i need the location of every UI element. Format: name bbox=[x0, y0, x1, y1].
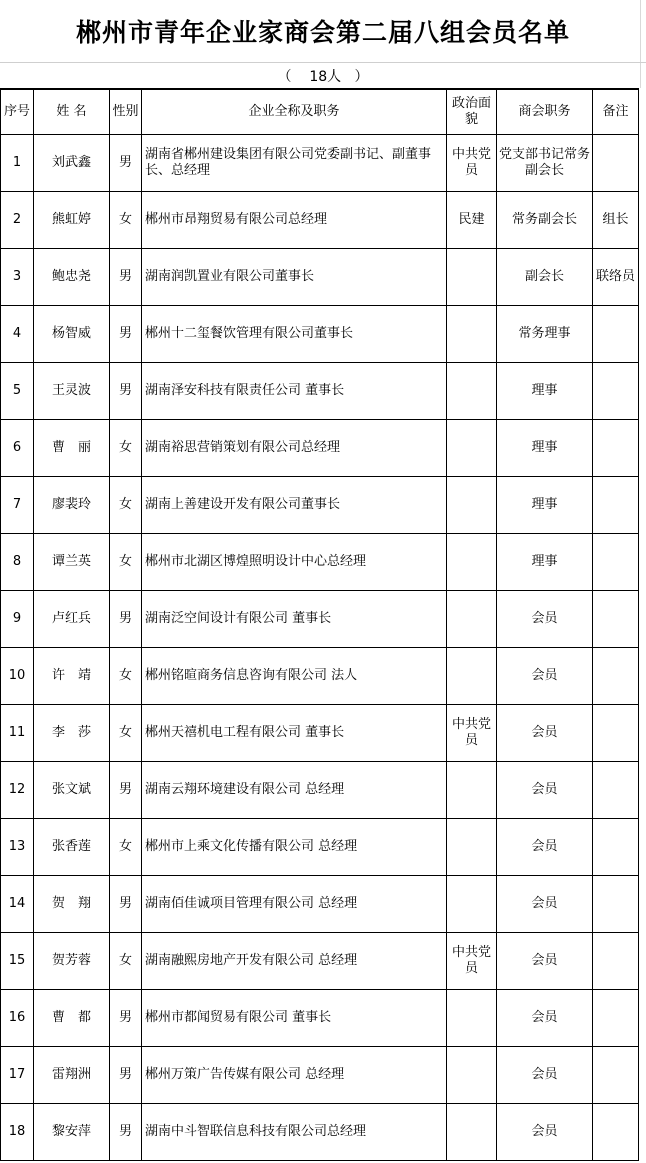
cell-name: 黎安萍 bbox=[34, 1104, 110, 1161]
cell-gender: 女 bbox=[110, 819, 142, 876]
cell-name: 张香莲 bbox=[34, 819, 110, 876]
member-table bbox=[0, 88, 639, 1161]
cell-name: 张文斌 bbox=[34, 762, 110, 819]
table-row bbox=[1, 420, 639, 477]
cell-company: 湖南上善建设开发有限公司董事长 bbox=[142, 477, 447, 534]
cell-role: 会员 bbox=[497, 933, 593, 990]
cell-name: 曹 丽 bbox=[34, 420, 110, 477]
cell-gender: 男 bbox=[110, 591, 142, 648]
cell-role: 理事 bbox=[497, 420, 593, 477]
cell-note bbox=[593, 705, 639, 762]
table-row bbox=[1, 933, 639, 990]
cell-company: 湖南融熙房地产开发有限公司 总经理 bbox=[142, 933, 447, 990]
table-row bbox=[1, 363, 639, 420]
cell-no: 11 bbox=[1, 705, 34, 762]
cell-role: 会员 bbox=[497, 819, 593, 876]
cell-role: 理事 bbox=[497, 477, 593, 534]
cell-role: 会员 bbox=[497, 990, 593, 1047]
cell-company: 郴州铭暄商务信息咨询有限公司 法人 bbox=[142, 648, 447, 705]
cell-note: 组长 bbox=[593, 192, 639, 249]
cell-gender: 女 bbox=[110, 648, 142, 705]
cell-note bbox=[593, 306, 639, 363]
table-row bbox=[1, 306, 639, 363]
cell-note bbox=[593, 648, 639, 705]
cell-no: 1 bbox=[1, 135, 34, 192]
table-row bbox=[1, 135, 639, 192]
header-political: 政治面貌 bbox=[447, 89, 497, 135]
cell-gender: 男 bbox=[110, 135, 142, 192]
header-gender: 性别 bbox=[110, 89, 142, 135]
cell-political: 中共党员 bbox=[447, 135, 497, 192]
table-row bbox=[1, 990, 639, 1047]
header-row bbox=[1, 89, 639, 135]
cell-no: 6 bbox=[1, 420, 34, 477]
cell-political bbox=[447, 819, 497, 876]
cell-note bbox=[593, 363, 639, 420]
cell-no: 13 bbox=[1, 819, 34, 876]
table-row bbox=[1, 1104, 639, 1161]
cell-no: 8 bbox=[1, 534, 34, 591]
cell-no: 12 bbox=[1, 762, 34, 819]
cell-company: 湖南泛空间设计有限公司 董事长 bbox=[142, 591, 447, 648]
cell-gender: 女 bbox=[110, 705, 142, 762]
cell-company: 郴州市北湖区博煌照明设计中心总经理 bbox=[142, 534, 447, 591]
table-row bbox=[1, 192, 639, 249]
cell-political bbox=[447, 648, 497, 705]
table-row bbox=[1, 762, 639, 819]
cell-political bbox=[447, 477, 497, 534]
header-note: 备注 bbox=[593, 89, 639, 135]
cell-note bbox=[593, 819, 639, 876]
header-name: 姓 名 bbox=[34, 89, 110, 135]
cell-political bbox=[447, 420, 497, 477]
cell-name: 谭兰英 bbox=[34, 534, 110, 591]
cell-name: 雷翔洲 bbox=[34, 1047, 110, 1104]
cell-gender: 男 bbox=[110, 1047, 142, 1104]
cell-role: 会员 bbox=[497, 705, 593, 762]
cell-no: 4 bbox=[1, 306, 34, 363]
cell-political bbox=[447, 1047, 497, 1104]
cell-role: 会员 bbox=[497, 876, 593, 933]
table-row bbox=[1, 477, 639, 534]
cell-name: 刘武鑫 bbox=[34, 135, 110, 192]
cell-company: 湖南佰佳诚项目管理有限公司 总经理 bbox=[142, 876, 447, 933]
cell-gender: 女 bbox=[110, 477, 142, 534]
cell-gender: 女 bbox=[110, 534, 142, 591]
cell-no: 7 bbox=[1, 477, 34, 534]
header-no: 序号 bbox=[1, 89, 34, 135]
cell-note bbox=[593, 1047, 639, 1104]
cell-role: 理事 bbox=[497, 363, 593, 420]
cell-note bbox=[593, 933, 639, 990]
cell-political bbox=[447, 990, 497, 1047]
cell-company: 郴州十二玺餐饮管理有限公司董事长 bbox=[142, 306, 447, 363]
cell-no: 18 bbox=[1, 1104, 34, 1161]
cell-role: 副会长 bbox=[497, 249, 593, 306]
cell-no: 15 bbox=[1, 933, 34, 990]
table-row bbox=[1, 819, 639, 876]
table-row bbox=[1, 249, 639, 306]
cell-no: 3 bbox=[1, 249, 34, 306]
cell-company: 郴州市都闻贸易有限公司 董事长 bbox=[142, 990, 447, 1047]
cell-political bbox=[447, 534, 497, 591]
cell-role: 会员 bbox=[497, 591, 593, 648]
cell-role: 会员 bbox=[497, 1047, 593, 1104]
cell-name: 杨智威 bbox=[34, 306, 110, 363]
cell-gender: 女 bbox=[110, 192, 142, 249]
cell-name: 廖裴玲 bbox=[34, 477, 110, 534]
cell-company: 郴州市上乘文化传播有限公司 总经理 bbox=[142, 819, 447, 876]
cell-company: 湖南裕思营销策划有限公司总经理 bbox=[142, 420, 447, 477]
cell-political bbox=[447, 762, 497, 819]
cell-gender: 男 bbox=[110, 249, 142, 306]
header-role: 商会职务 bbox=[497, 89, 593, 135]
cell-gender: 男 bbox=[110, 762, 142, 819]
cell-role: 理事 bbox=[497, 534, 593, 591]
cell-gender: 女 bbox=[110, 420, 142, 477]
cell-name: 王灵波 bbox=[34, 363, 110, 420]
cell-gender: 男 bbox=[110, 876, 142, 933]
cell-note bbox=[593, 477, 639, 534]
cell-note bbox=[593, 591, 639, 648]
cell-name: 李 莎 bbox=[34, 705, 110, 762]
cell-name: 卢红兵 bbox=[34, 591, 110, 648]
cell-political bbox=[447, 1104, 497, 1161]
cell-political bbox=[447, 591, 497, 648]
cell-name: 熊虹婷 bbox=[34, 192, 110, 249]
cell-note bbox=[593, 135, 639, 192]
cell-name: 贺芳蓉 bbox=[34, 933, 110, 990]
cell-role: 会员 bbox=[497, 1104, 593, 1161]
cell-company: 郴州万策广告传媒有限公司 总经理 bbox=[142, 1047, 447, 1104]
cell-role: 常务副会长 bbox=[497, 192, 593, 249]
cell-no: 2 bbox=[1, 192, 34, 249]
cell-political bbox=[447, 249, 497, 306]
header-company: 企业全称及职务 bbox=[142, 89, 447, 135]
cell-company: 湖南泽安科技有限责任公司 董事长 bbox=[142, 363, 447, 420]
cell-political bbox=[447, 306, 497, 363]
cell-note: 联络员 bbox=[593, 249, 639, 306]
cell-note bbox=[593, 762, 639, 819]
cell-political bbox=[447, 876, 497, 933]
cell-note bbox=[593, 990, 639, 1047]
cell-gender: 男 bbox=[110, 306, 142, 363]
cell-company: 湖南云翔环境建设有限公司 总经理 bbox=[142, 762, 447, 819]
cell-no: 9 bbox=[1, 591, 34, 648]
cell-no: 16 bbox=[1, 990, 34, 1047]
cell-company: 郴州市昂翔贸易有限公司总经理 bbox=[142, 192, 447, 249]
cell-gender: 男 bbox=[110, 990, 142, 1047]
cell-note bbox=[593, 534, 639, 591]
cell-company: 湖南省郴州建设集团有限公司党委副书记、副董事长、总经理 bbox=[142, 135, 447, 192]
cell-name: 曹 都 bbox=[34, 990, 110, 1047]
cell-political bbox=[447, 363, 497, 420]
cell-name: 鲍忠尧 bbox=[34, 249, 110, 306]
cell-role: 会员 bbox=[497, 648, 593, 705]
cell-company: 郴州天禧机电工程有限公司 董事长 bbox=[142, 705, 447, 762]
cell-name: 许 靖 bbox=[34, 648, 110, 705]
cell-political: 中共党员 bbox=[447, 705, 497, 762]
member-count-text: （ 18人 ） bbox=[277, 68, 369, 85]
cell-note bbox=[593, 420, 639, 477]
member-count bbox=[0, 62, 646, 88]
cell-role: 会员 bbox=[497, 762, 593, 819]
cell-no: 10 bbox=[1, 648, 34, 705]
cell-political: 中共党员 bbox=[447, 933, 497, 990]
cell-no: 14 bbox=[1, 876, 34, 933]
page-title: 郴州市青年企业家商会第二届八组会员名单 bbox=[75, 18, 570, 47]
cell-political: 民建 bbox=[447, 192, 497, 249]
cell-role: 党支部书记常务副会长 bbox=[497, 135, 593, 192]
table-row bbox=[1, 648, 639, 705]
table-row bbox=[1, 876, 639, 933]
cell-no: 5 bbox=[1, 363, 34, 420]
cell-name: 贺 翔 bbox=[34, 876, 110, 933]
cell-company: 湖南中斗智联信息科技有限公司总经理 bbox=[142, 1104, 447, 1161]
table-row bbox=[1, 591, 639, 648]
cell-company: 湖南润凯置业有限公司董事长 bbox=[142, 249, 447, 306]
cell-gender: 男 bbox=[110, 363, 142, 420]
cell-gender: 男 bbox=[110, 1104, 142, 1161]
table-row bbox=[1, 705, 639, 762]
table-row bbox=[1, 1047, 639, 1104]
cell-note bbox=[593, 876, 639, 933]
cell-no: 17 bbox=[1, 1047, 34, 1104]
cell-note bbox=[593, 1104, 639, 1161]
table-row bbox=[1, 534, 639, 591]
cell-role: 常务理事 bbox=[497, 306, 593, 363]
cell-gender: 女 bbox=[110, 933, 142, 990]
